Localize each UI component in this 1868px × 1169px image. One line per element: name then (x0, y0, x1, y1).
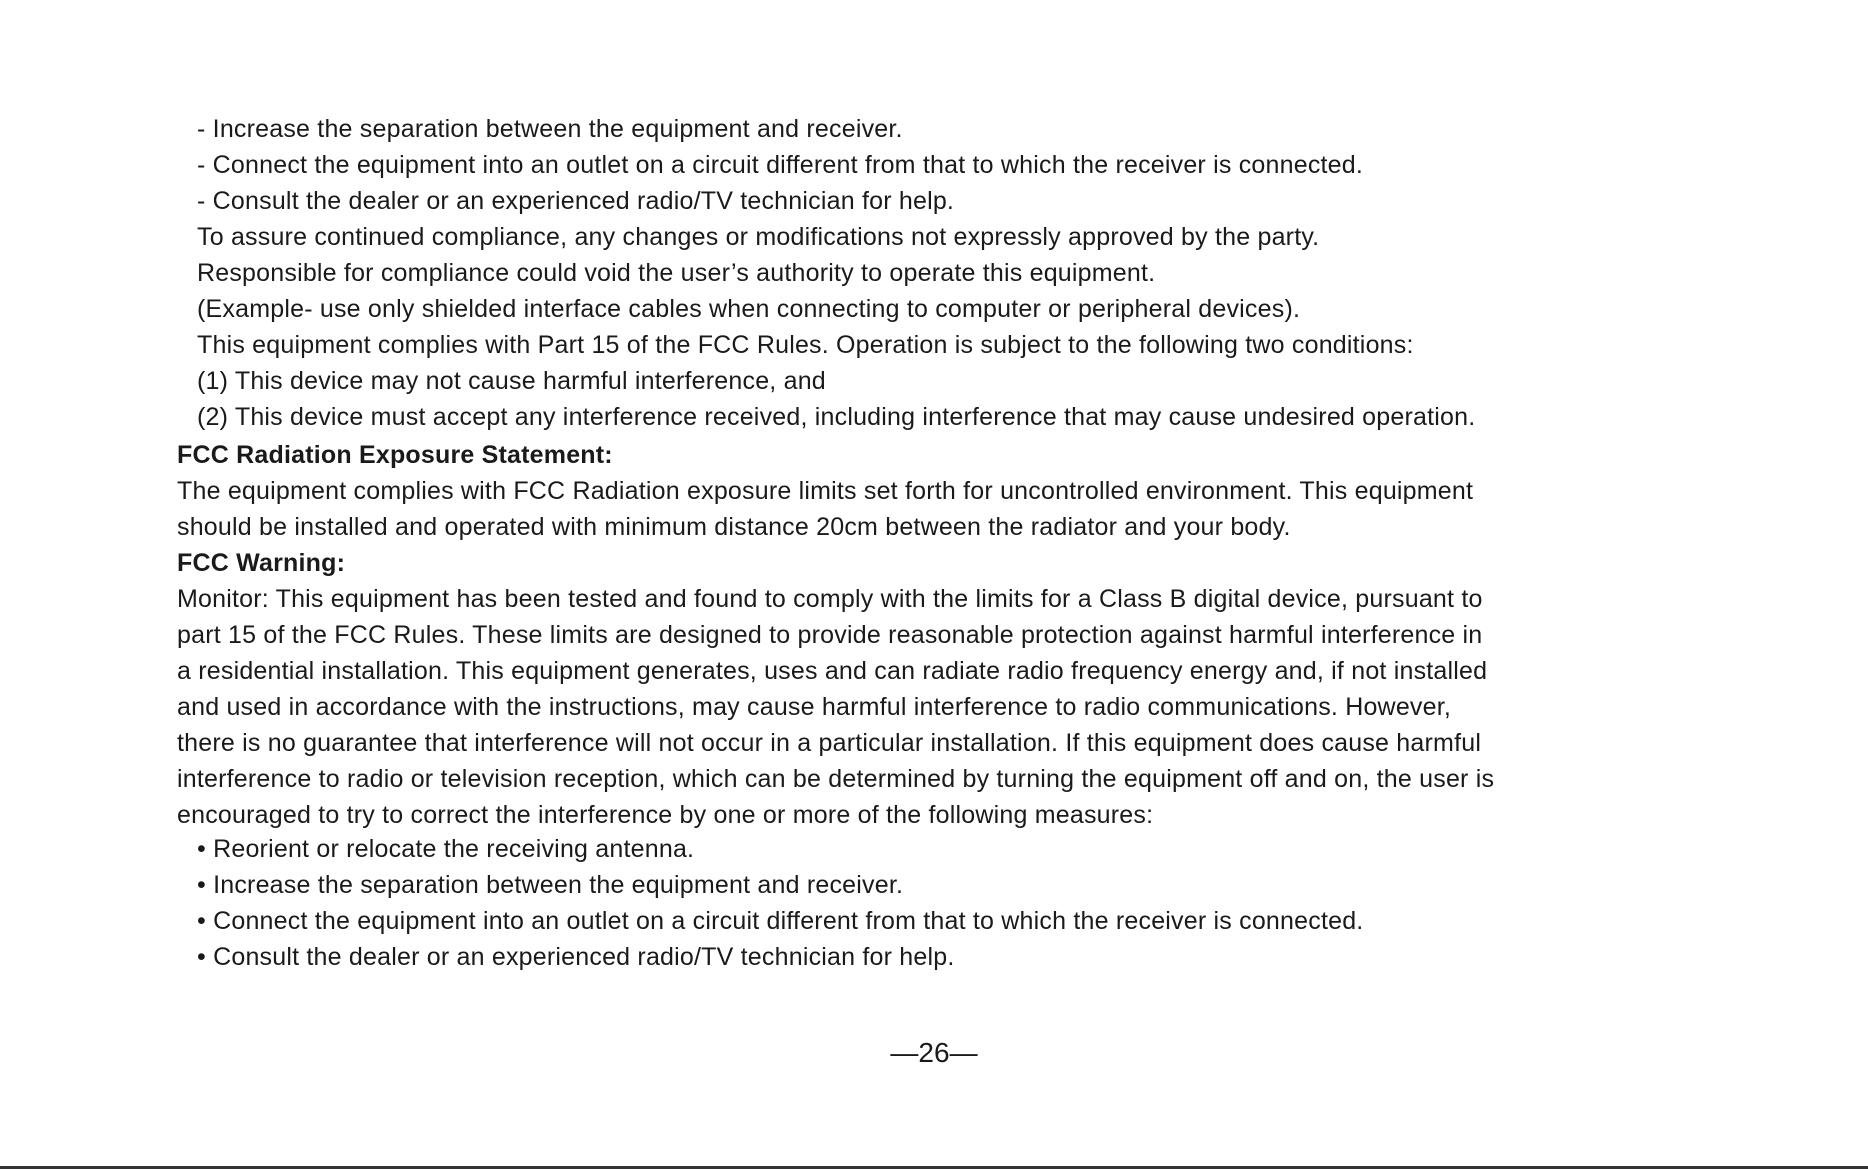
warning-line: interference to radio or television reception, which can be determined by turning the equipment off and on, the user is (177, 765, 1495, 793)
compliance-line: This equipment complies with Part 15 of the FCC Rules. Operation is subject to the following two conditions: (197, 331, 1414, 359)
measure-item: • Connect the equipment into an outlet on a circuit different from that to which the receiver is connected. (197, 907, 1364, 935)
page-number: —26— (890, 1037, 978, 1068)
radiation-line: The equipment complies with FCC Radiation exposure limits set forth for uncontrolled environment. This equipment (177, 477, 1474, 505)
compliance-line: (2) This device must accept any interference received, including interference that may cause undesired operation. (197, 403, 1476, 431)
warning-line: a residential installation. This equipment generates, uses and can radiate radio frequency energy and, if not installed (177, 657, 1488, 685)
warning-heading: FCC Warning: (177, 549, 346, 577)
warning-line: part 15 of the FCC Rules. These limits are designed to provide reasonable protection against harmful interference in (177, 621, 1483, 649)
warning-line: there is no guarantee that interference will not occur in a particular installation. If this equipment does cause harmful (177, 729, 1482, 757)
compliance-line: (Example- use only shielded interface cables when connecting to computer or peripheral devices). (197, 295, 1301, 323)
compliance-line: (1) This device may not cause harmful interference, and (197, 367, 826, 395)
radiation-heading: FCC Radiation Exposure Statement: (177, 441, 613, 469)
measure-item: • Increase the separation between the equipment and receiver. (197, 871, 904, 899)
top-list-item: - Increase the separation between the equipment and receiver. (197, 115, 903, 143)
compliance-line: To assure continued compliance, any changes or modifications not expressly approved by the party. (197, 223, 1320, 251)
warning-line: and used in accordance with the instructions, may cause harmful interference to radio communications. However, (177, 693, 1452, 721)
warning-line: Monitor: This equipment has been tested and found to comply with the limits for a Class B digital device, pursuant to (177, 585, 1483, 613)
warning-line: encouraged to try to correct the interference by one or more of the following measures: (177, 801, 1154, 829)
top-list-item: - Connect the equipment into an outlet on a circuit different from that to which the receiver is connected. (197, 151, 1364, 179)
compliance-line: Responsible for compliance could void the user’s authority to operate this equipment. (197, 259, 1156, 287)
top-list-item: - Consult the dealer or an experienced radio/TV technician for help. (197, 187, 955, 215)
measure-item: • Reorient or relocate the receiving antenna. (197, 835, 695, 863)
measure-item: • Consult the dealer or an experienced radio/TV technician for help. (197, 943, 955, 971)
radiation-line: should be installed and operated with minimum distance 20cm between the radiator and your body. (177, 513, 1291, 541)
